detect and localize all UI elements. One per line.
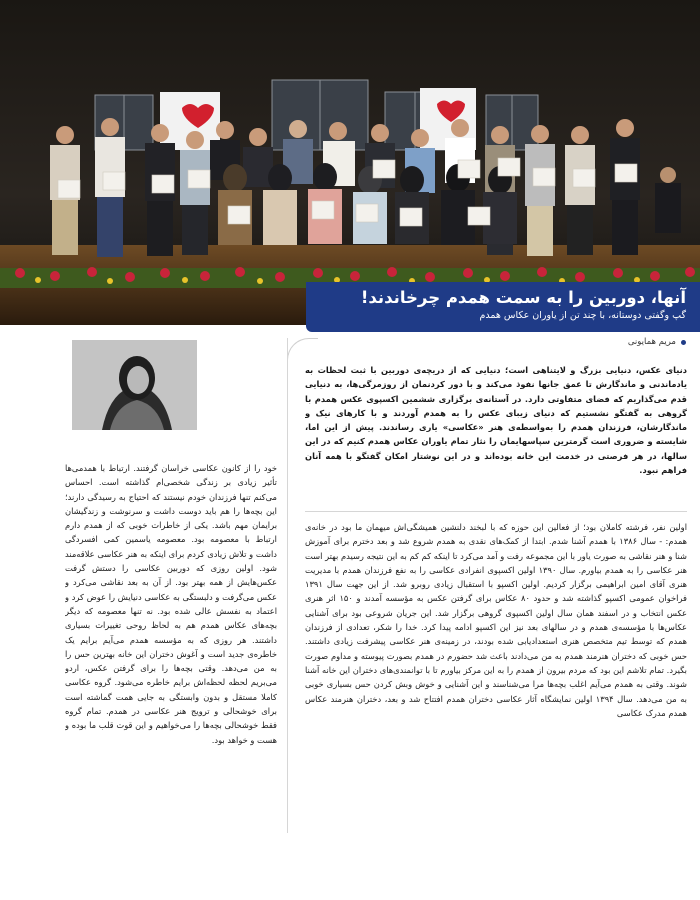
article-subtitle: گپ وگفتی دوستانه، با چند تن از یاوران عکاس همدم — [479, 310, 686, 321]
article-title: آنها، دوربین را به سمت همدم چرخاندند! — [360, 288, 686, 307]
byline — [306, 334, 686, 350]
group-photo — [0, 0, 700, 325]
body-column-right: اولین نفر، فرشته کاملان بود؛ از فعالین این حوزه که با لبخند دلنشین همیشگی‌اش میهمان ما بود در خانه‌ی همدم: - سال ۱۳۸۶ با همدم آشنا شدم. ابتدا از کمک‌های نقدی به همدم شروع شد و بعد دخترم برای آموزش شنا و هنر نقاشی به صورت یاور با این مجموعه رفت و آمد می‌کرد تا اینکه کم کم به این نتیجه رسیدم بهتر است هنر عکاسی را به همدم بیاورم. سال ۱۳۹۰ اولین اکسپوی انفرادی عکاسی را به نفع فرزندان همدم با مدیریت هنری آقای امین ابراهیمی برگزار کردیم. اولین اکسپو با استقبال زیادی روبرو شد. از این جهت سال ۱۳۹۱ فراخوان عمومی اکسپو گذاشته شد و حدود ۸۰ عکاس برای گرفتن عکس به مؤسسه آمدند و ۱۵۰ اثر هنری عکس انتخاب و در اسفند همان سال اولین اکسپوی گروهی برگزار شد. این جریان شروعی بود برای آشنایی عکاس‌ها با مؤسسه‌ی همدم و در سالهای بعد نیز این اکسپو ادامه پیدا کرد. خدا را شکر، تعدادی از فرزندان همدم که توسط تیم متخصص هنری استعدادیابی شده بودند، در زمینه‌ی هنر عکاسی پیشرفت زیادی داشتند. حس خوبی که دختران هنرمند همدم به من می‌دادند باعث شد حضورم در همدم بصورت پیوسته و مداوم صورت بگیرد. تمام تلاشم این بود که مردم بیرون از همدم را به این مرکز بیاورم تا با توانمندی‌های دختران این خانه آشنا شوند. وقتی به همدم می‌آیم اغلب بچه‌ها مرا می‌شناسند و این آشنایی و خوش وبش کردن حس بسیاری خوبی به من می‌دهد. سال ۱۳۹۴ اولین نمایشگاه آثار عکاسی دختران همدم افتتاح شد و بعد، دختران هنرمند عکاس همدم مدرک عکاسی — [305, 522, 687, 718]
bullet-icon — [681, 340, 686, 345]
title-banner — [306, 282, 700, 332]
body-column-left: خود را از کانون عکاسی خراسان گرفتند. ارتباط با همدمی‌ها تأثیر زیادی بر زندگی شخصی‌ام گذاشته است. احساس می‌کنم تنها فرزندان خودم نیستند که احتیاج به رسیدگی دارند؛ این بچه‌ها را هم باید دوست داشت و سرنوشت و زندگیشان برایمان مهم باشد. یکی از خاطرات خوبی که از همدم دارم ارتباط با معصومه بود. معصومه یاسمین کمی افسردگی داشت و تلاش زیادی کردم برای اینکه به هنر عکاسی علاقه‌مند شود. اولین روزی که دوربین عکاسی را دستش گرفت عکس‌هایش از همه بهتر بود. از آن به بعد نقاشی می‌کرد و عکس می‌گرفت و دلبستگی به عکاسی دنیایش را عوض کرد و اعتماد به نفسش عالی شده بود. نه تنها معصومه که دیگر بچه‌های عکاس همدم هم به لحاظ روحی تغییرات بسیاری داشتند. هر روزی که به مؤسسه همدم می‌آیم برایم یک خاطره‌ی جدید است و آغوش دختران این خانه بهترین حس را به من می‌دهد. وقتی بچه‌ها را برای گرفتن عکس، اردو می‌بریم لحظه لحظه‌اش برایم خاطره می‌شود. گروه عکاسی کاملا مستقل و بدون وابستگی به جایی همت گماشته است برای خوشحالی و ترویج هنر عکاسی در همدم. تمام گروه فقط خوشحالی بچه‌ها را می‌خواهیم و این قوت قلب ما بوده و هست و خواهد بود. — [65, 463, 277, 745]
lead-paragraph: دنیای عکس، دنیایی بزرگ و لایتناهی است؛ دنیایی که از دریچه‌ی دوربین با ثبت لحظات به یادماندنی و ماندگارش تا عمق جانها نفوذ می‌کند و با دور کردنمان از روزمرگی‌ها، به دنیایی قدم می‌گذاریم که فضای متفاوتی دارد. در آستانه‌ی برگزاری ششمین اکسپوی عکس همدم با گروهی به گفتگو نشستیم که دنیای زیبای عکس را به همدم آوردند و با کارهای نیک و ماندگارشان، فرزندان همدم را به‌واسطه‌ی هنر «عکاسی» یاری رساندند. پیش از این اما، شایسته و ضروری است گرمترین سپاسهایمان را نثار تمام یاوران عکاس همدم کنیم که در این سالها، در هر فرصتی در خدمت این خانه بوده‌اند و در این نوشتار امکان گفتگو با همه آنان فراهم نبود. — [305, 365, 687, 476]
author-name: مریم همایونی — [627, 337, 676, 347]
author-portrait — [72, 340, 197, 430]
column-divider — [287, 338, 288, 833]
section-divider — [305, 511, 687, 512]
